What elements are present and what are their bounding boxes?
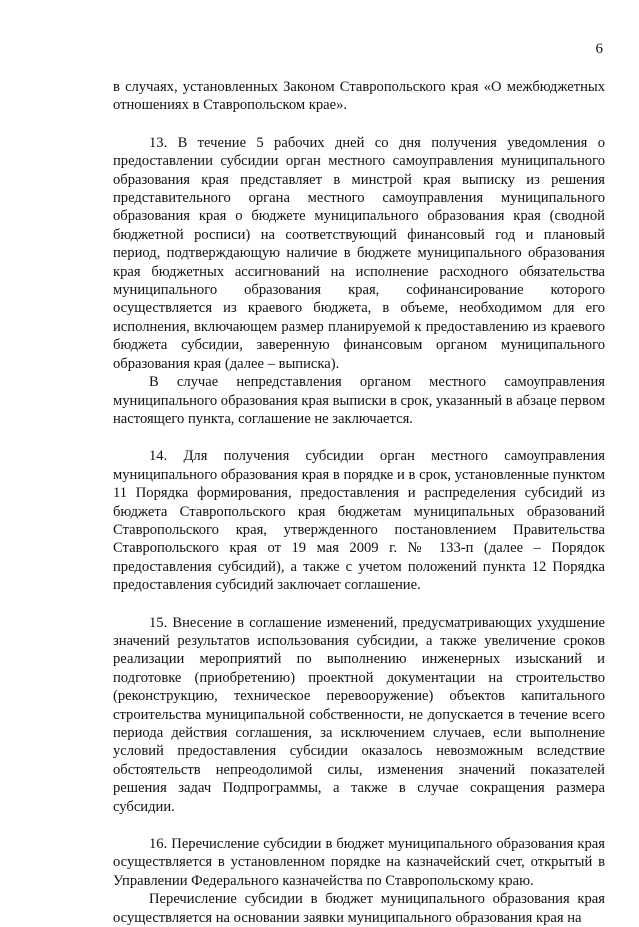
document-body (113, 78, 605, 927)
paragraph-item-13: 13. В течение 5 рабочих дней со дня получения уведомления о предоставлении субсидии орган местного самоуправления муниципального образования края представляет в минстрой края выписку из решения представительного органа местного самоуправления муниципального образования края о бюджете муниципального образования края (сводной бюджетной росписи) на соответствующий финансовый год и плановый период, подтверждающую наличие в бюджете муниципального образования края бюджетных ассигнований на исполнение расходного обязательства муниципального образования края, софинансирование которого осуществляется из краевого бюджета, в объеме, необходимом для его исполнения, включающем размер планируемой к предоставлению из краевого бюджета субсидии, заверенную финансовым органом муниципального образования края (далее – выписка). (113, 134, 605, 372)
paragraph-item-14: 14. Для получения субсидии орган местного самоуправления муниципального образования края в порядке и в срок, установленные пунктом 11 Порядка формирования, предоставления и распределения субсидий из бюджета Ставропольского края бюджетам муниципальных образований Ставропольского края, утвержденного постановлением Правительства Ставропольского края от 19 мая 2009 г. № 133-п (далее – Порядок предоставления субсидий), а также с учетом положений пункта 12 Порядка предоставления субсидий заключает соглашение. (113, 448, 605, 594)
paragraph-item-15: 15. Внесение в соглашение изменений, предусматривающих ухудшение значений результатов использования субсидии, а также увеличение сроков реализации мероприятий по выполнению инженерных изысканий и подготовке (приобретению) проектной документации на строительство (реконструкцию, техническое перевооружение) объектов капитального строительства муниципальной собственности, не допускается в течение всего периода действия соглашения, за исключением случаев, если выполнение условий предоставления субсидии оказалось невозможным вследствие обстоятельств непреодолимой силы, изменения значений показателей решения задач Подпрограммы, а также в случае сокращения размера субсидии. (113, 614, 605, 815)
page-number: 6 (595, 41, 603, 57)
paragraph-item-13-note: В случае непредставления органом местного самоуправления муниципального образования края выписки в срок, указанный в абзаце первом настоящего пункта, соглашение не заключается. (113, 374, 606, 427)
paragraph-item-16: 16. Перечисление субсидии в бюджет муниципального образования края осуществляется в установленном порядке на казначейский счет, открытый в Управлении Федерального казначейства по Ставропольскому краю. (113, 836, 605, 889)
paragraph-intro-continuation: в случаях, установленных Законом Ставропольского края «О межбюджетных отношениях в Ставропольском крае». (113, 79, 605, 114)
paragraph-item-16-transfer: Перечисление субсидии в бюджет муниципального образования края осуществляется на основании заявки муниципального образования края на (113, 891, 605, 926)
